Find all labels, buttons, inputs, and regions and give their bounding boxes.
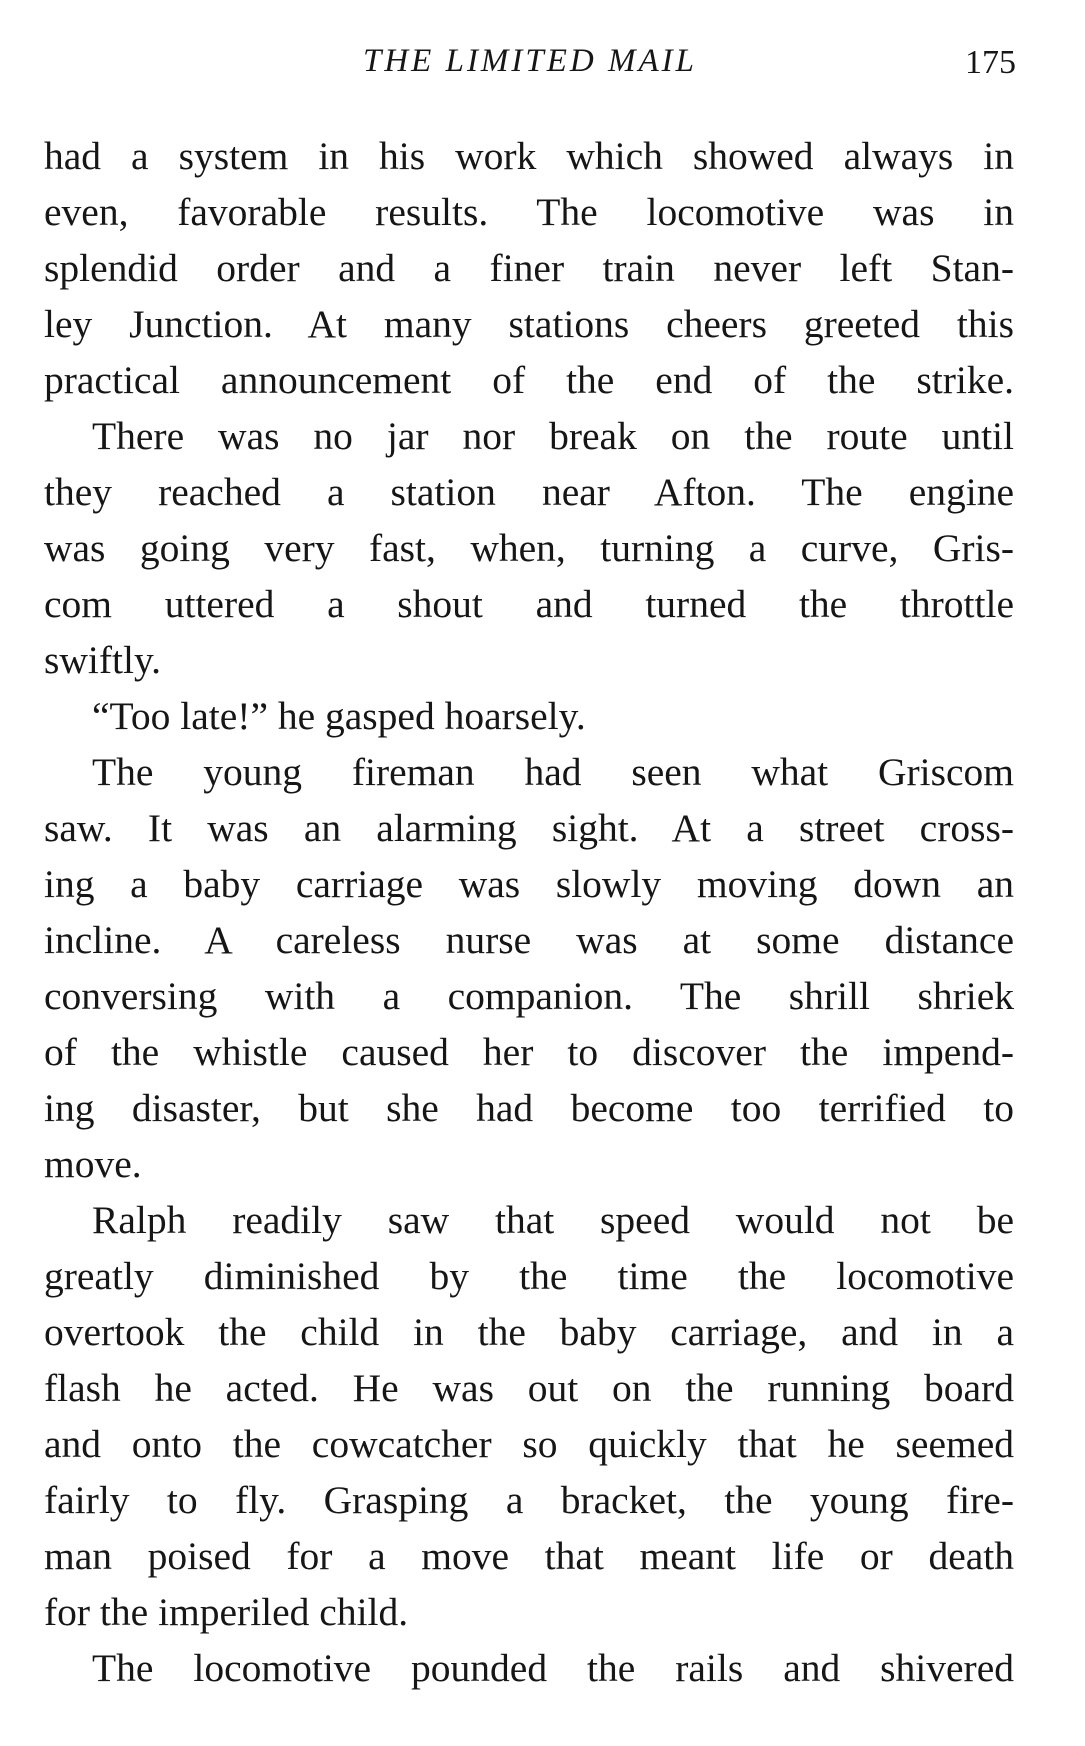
page-number: 175 <box>965 44 1016 81</box>
text-line: com uttered a shout and turned the throttle <box>44 582 1014 626</box>
text-line: even, favorable results. The locomotive was in <box>44 190 1014 234</box>
text-line: and onto the cowcatcher so quickly that he seemed <box>44 1422 1014 1466</box>
body-text <box>44 128 1014 1696</box>
text-line: Ralph readily saw that speed would not be <box>92 1198 1014 1242</box>
text-line: splendid order and a finer train never left Stan- <box>44 246 1014 290</box>
text-line: incline. A careless nurse was at some distance <box>44 918 1014 962</box>
running-head <box>44 36 1016 86</box>
text-line: greatly diminished by the time the locomotive <box>44 1254 1014 1298</box>
text-line: practical announcement of the end of the strike. <box>44 358 1014 402</box>
text-line: flash he acted. He was out on the running board <box>44 1366 1014 1410</box>
text-line: ing disaster, but she had become too terrified to <box>44 1086 1014 1130</box>
text-line: they reached a station near Afton. The engine <box>44 470 1014 514</box>
text-line: was going very fast, when, turning a curve, Gris- <box>44 526 1014 570</box>
text-line: ing a baby carriage was slowly moving down an <box>44 862 1014 906</box>
text-line: There was no jar nor break on the route until <box>92 414 1014 458</box>
running-title: THE LIMITED MAIL <box>363 43 697 79</box>
text-line: ley Junction. At many stations cheers greeted this <box>44 302 1014 346</box>
text-line: had a system in his work which showed always in <box>44 134 1014 178</box>
text-line: The young fireman had seen what Griscom <box>92 750 1014 794</box>
text-line: saw. It was an alarming sight. At a street cross- <box>44 806 1014 850</box>
text-line: man poised for a move that meant life or death <box>44 1534 1014 1578</box>
text-line: “Too late!” he gasped hoarsely. <box>92 694 586 738</box>
text-line: overtook the child in the baby carriage, and in a <box>44 1310 1014 1354</box>
text-line: conversing with a companion. The shrill shriek <box>44 974 1014 1018</box>
text-line: swiftly. <box>44 638 162 682</box>
text-line: for the imperiled child. <box>44 1590 409 1634</box>
text-line: of the whistle caused her to discover the impend- <box>44 1030 1014 1074</box>
text-line: fairly to fly. Grasping a bracket, the young fire- <box>44 1478 1014 1522</box>
text-line: The locomotive pounded the rails and shivered <box>92 1646 1014 1690</box>
text-line: move. <box>44 1142 142 1186</box>
